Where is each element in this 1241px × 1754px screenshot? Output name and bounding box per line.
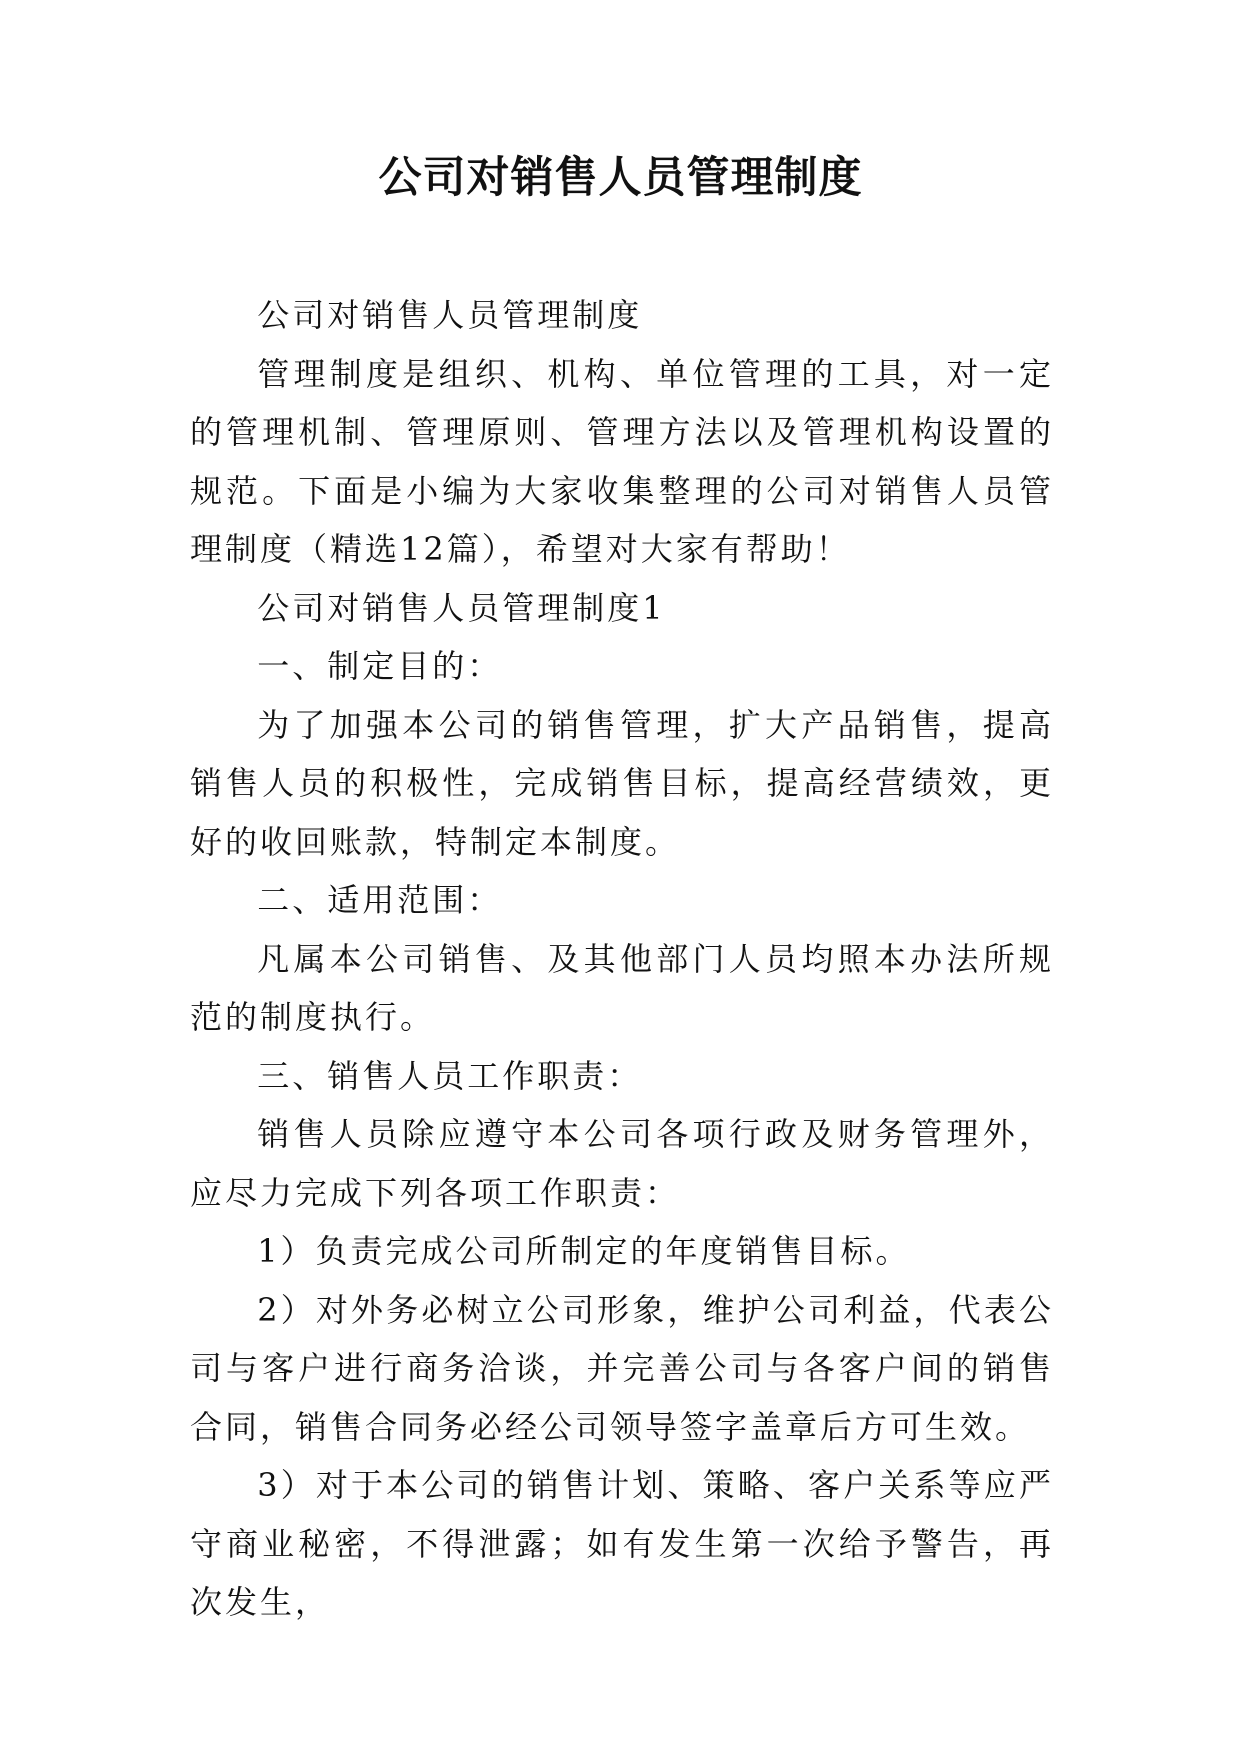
section-title-1: 公司对销售人员管理制度1 bbox=[257, 588, 666, 627]
duty-item-3: 3）对于本公司的销售计划、策略、客户关系等应严守商业秘密，不得泄露；如有发生第一次给予警告，再次发生， bbox=[190, 1466, 1054, 1621]
document-title: 公司对销售人员管理制度 bbox=[378, 153, 863, 203]
paragraph-heading: 公司对销售人员管理制度 bbox=[257, 296, 643, 334]
heading-purpose: 一、制定目的： bbox=[257, 647, 503, 685]
paragraph-purpose: 为了加强本公司的销售管理，扩大产品销售，提高销售人员的积极性，完成销售目标，提高经营绩效，更好的收回账款，特制定本制度。 bbox=[190, 705, 1054, 861]
heading-scope: 二、适用范围： bbox=[257, 881, 503, 919]
duty-item-1: 1）负责完成公司所制定的年度销售目标。 bbox=[257, 1232, 911, 1270]
duty-item-2: 2）对外务必树立公司形象，维护公司利益，代表公司与客户进行商务洽谈，并完善公司与各客户间的销售合同，销售合同务必经公司领导签字盖章后方可生效。 bbox=[190, 1290, 1054, 1446]
paragraph-scope: 凡属本公司销售、及其他部门人员均照本办法所规范的制度执行。 bbox=[190, 939, 1054, 1036]
document-body bbox=[190, 286, 1054, 1632]
paragraph-intro: 管理制度是组织、机构、单位管理的工具，对一定的管理机制、管理原则、管理方法以及管理机构设置的规范。下面是小编为大家收集整理的公司对销售人员管理制度（精选12篇），希望对大家有帮助！ bbox=[190, 354, 1054, 568]
heading-duties: 三、销售人员工作职责： bbox=[257, 1056, 643, 1095]
paragraph-duties-intro: 销售人员除应遵守本公司各项行政及财务管理外，应尽力完成下列各项工作职责： bbox=[190, 1115, 1054, 1212]
